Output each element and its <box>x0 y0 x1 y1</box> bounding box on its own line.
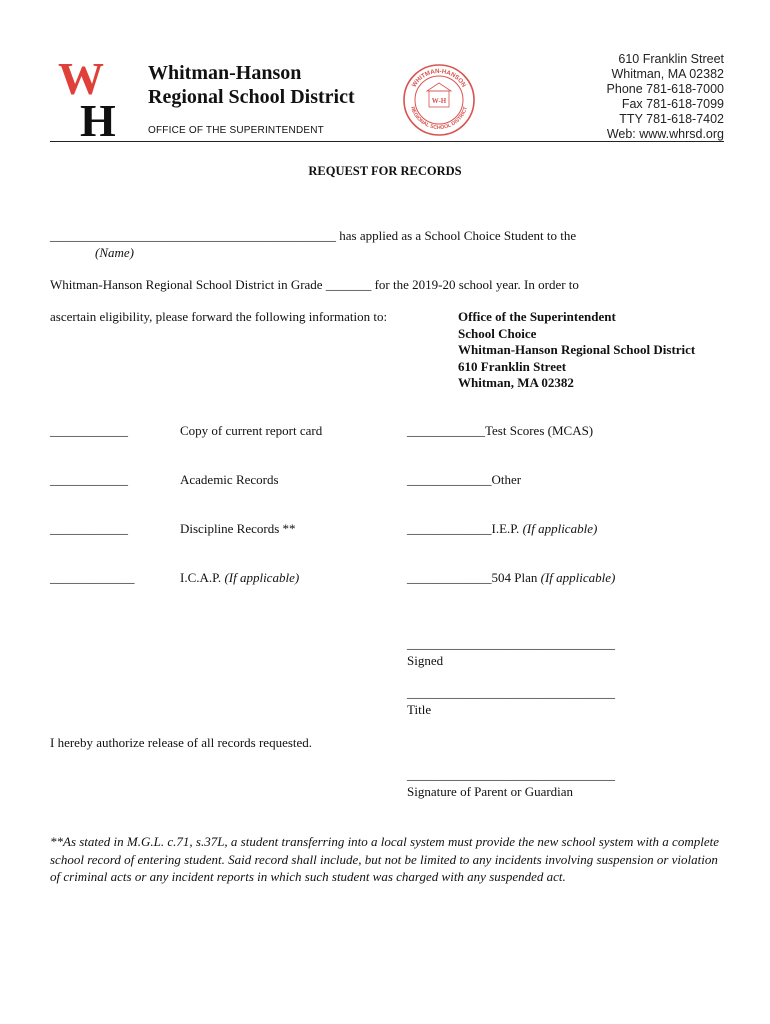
intro-line1 <box>50 228 576 244</box>
plan504-label: 504 Plan <box>491 570 541 585</box>
contact-fax: Fax 781-618-7099 <box>621 97 724 111</box>
intro-line2: Whitman-Hanson Regional School District in Grade _______ for the 2019-20 school year. In order to <box>50 277 579 292</box>
iep-note: (If applicable) <box>522 521 598 536</box>
title-line[interactable]: ________________________________ <box>407 685 615 700</box>
icap-label: I.C.A.P. <box>180 570 225 585</box>
checklist-label-academic: Academic Records <box>180 472 279 487</box>
checklist-item-other <box>407 472 521 488</box>
seal-top-text: WHITMAN-HANSON <box>410 67 468 89</box>
checklist-blank-discipline[interactable]: ____________ <box>50 521 128 536</box>
other-label: Other <box>491 472 522 487</box>
org-name-line2: Regional School District <box>148 86 355 108</box>
address-line: School Choice <box>458 325 537 341</box>
name-label: (Name) <box>95 245 134 260</box>
plan504-note: (If applicable) <box>540 570 616 585</box>
seal-center-text: W-H <box>431 97 447 105</box>
checklist-item-mcas <box>407 423 593 439</box>
address-line: Whitman-Hanson Regional School District <box>458 342 696 357</box>
org-name-line1: Whitman-Hanson <box>148 62 302 84</box>
signed-label: Signed <box>407 653 444 668</box>
contact-street: 610 Franklin Street <box>618 52 724 66</box>
checklist-blank-academic[interactable]: ____________ <box>50 472 128 487</box>
iep-label: I.E.P. <box>491 521 523 536</box>
parent-signature-label: Signature of Parent or Guardian <box>407 784 574 799</box>
mcas-label: Test Scores (MCAS) <box>485 423 594 438</box>
mailing-address <box>458 309 695 392</box>
signed-line[interactable]: ________________________________ <box>407 636 615 651</box>
address-line: Office of the Superintendent <box>458 309 616 324</box>
intro-line1-text: has applied as a School Choice Student to the <box>336 228 577 243</box>
contact-city: Whitman, MA 02382 <box>611 67 724 81</box>
authorization-statement: I hereby authorize release of all records requested. <box>50 735 313 750</box>
checklist-blank-icap[interactable]: _____________ <box>50 570 135 585</box>
contact-web: Web: www.whrsd.org <box>606 127 724 141</box>
contact-tty: TTY 781-618-7402 <box>619 112 724 126</box>
checklist-item-iep <box>407 521 597 537</box>
checklist-blank-report-card[interactable]: ____________ <box>50 423 128 438</box>
checklist-blank-mcas[interactable]: ____________ <box>407 423 485 438</box>
logo-letter-h: H <box>80 95 116 146</box>
header-divider <box>50 141 724 142</box>
contact-block <box>607 52 724 142</box>
checklist-item-504 <box>407 570 615 586</box>
office-label: OFFICE OF THE SUPERINTENDENT <box>148 125 324 136</box>
checklist-label-discipline: Discipline Records ** <box>180 521 296 536</box>
logo-letter-w: W <box>58 53 104 104</box>
seal-bottom-text: REGIONAL SCHOOL DISTRICT <box>408 105 470 132</box>
checklist-blank-iep[interactable]: _____________ <box>407 521 492 536</box>
parent-signature-line[interactable]: ________________________________ <box>407 767 615 782</box>
district-seal-icon <box>402 63 476 137</box>
checklist-label-icap <box>180 570 299 586</box>
address-line: 610 Franklin Street <box>458 358 567 374</box>
legal-footnote: **As stated in M.G.L. c.71, s.37L, a student transferring into a local system must provide the new school system with a complete school record of entering student. Said record shall include, but not be limited to any incidents involving suspension or violation of criminal acts or any incident reports in which such student was charged with any suspended act. <box>50 834 719 884</box>
checklist-blank-other[interactable]: _____________ <box>407 472 492 487</box>
student-name-field[interactable]: ____________________________________________ <box>50 228 336 243</box>
document-title: REQUEST FOR RECORDS <box>308 164 462 178</box>
address-line: Whitman, MA 02382 <box>458 375 574 390</box>
contact-phone: Phone 781-618-7000 <box>606 82 724 96</box>
intro-line3: ascertain eligibility, please forward the following information to: <box>50 309 388 324</box>
title-label: Title <box>407 702 432 717</box>
checklist-blank-504[interactable]: _____________ <box>407 570 492 585</box>
icap-note: (If applicable) <box>224 570 300 585</box>
checklist-label-report-card: Copy of current report card <box>180 423 323 438</box>
